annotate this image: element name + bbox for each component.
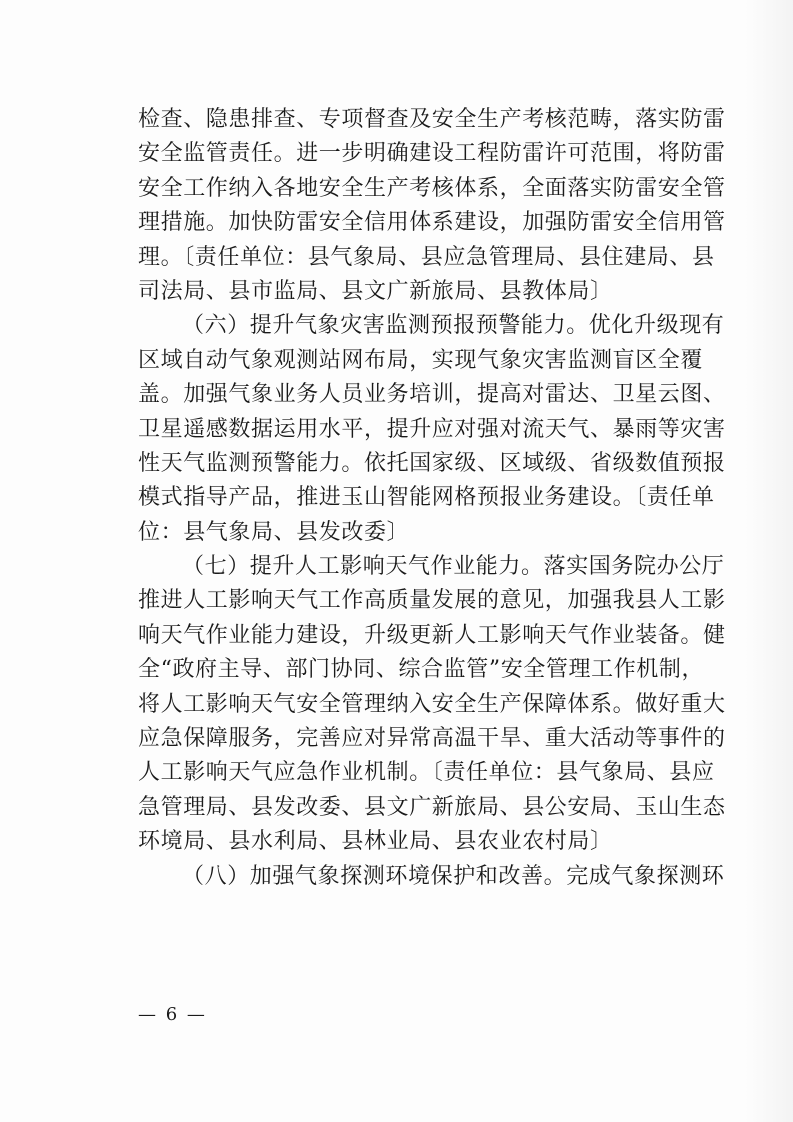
text-line: 响天气作业能力建设，升级更新人工影响天气作业装备。健	[138, 622, 726, 648]
text-line: 环境局、县水利局、县林业局、县农业农村局〕	[138, 829, 613, 855]
text-line: 理措施。加快防雷安全信用体系建设，加强防雷安全信用管	[138, 210, 726, 236]
text-line: 模式指导产品，推进玉山智能网格预报业务建设。〔责任单	[138, 485, 715, 511]
text-line: 安全工作纳入各地安全生产考核体系，全面落实防雷安全管	[138, 175, 726, 201]
section-heading-line: （七）提升人工影响天气作业能力。落实国务院办公厅	[182, 554, 725, 580]
text-line: 位：县气象局、县发改委〕	[138, 519, 410, 545]
text-line: 性天气监测预警能力。依托国家级、区域级、省级数值预报	[138, 450, 726, 476]
text-line: 司法局、县市监局、县文广新旅局、县教体局〕	[138, 278, 613, 304]
section-heading-line: （六）提升气象灾害监测预报预警能力。优化升级现有	[182, 313, 725, 339]
section-heading-line: （八）加强气象探测环境保护和改善。完成气象探测环	[182, 863, 725, 889]
text-line: 全“政府主导、部门协同、综合监管”安全管理工作机制，	[138, 657, 705, 683]
text-line: 卫星遥感数据运用水平，提升应对强对流天气、暴雨等灾害	[138, 416, 726, 442]
text-line: 区域自动气象观测站网布局，实现气象灾害监测盲区全覆	[138, 347, 704, 373]
page-number: — 6 —	[138, 1004, 207, 1025]
text-line: 检查、隐患排查、专项督查及安全生产考核范畴，落实防雷	[138, 107, 726, 132]
text-line: 安全监管责任。进一步明确建设工程防雷许可范围，将防雷	[138, 141, 726, 167]
text-line: 人工影响天气应急作业机制。〔责任单位：县气象局、县应	[138, 760, 715, 786]
text-line: 盖。加强气象业务人员业务培训，提高对雷达、卫星云图、	[138, 382, 726, 408]
text-line: 急管理局、县发改委、县文广新旅局、县公安局、玉山生态	[138, 794, 726, 820]
text-line: 推进人工影响天气工作高质量发展的意见，加强我县人工影	[138, 588, 726, 614]
body-text	[138, 103, 726, 894]
text-line: 将人工影响天气安全管理纳入安全生产保障体系。做好重大	[138, 691, 726, 717]
page-shadow-edge	[745, 0, 793, 1122]
text-line: 理。〔责任单位：县气象局、县应急管理局、县住建局、县	[138, 244, 715, 270]
text-line: 应急保障服务，完善应对异常高温干旱、重大活动等事件的	[138, 726, 726, 752]
